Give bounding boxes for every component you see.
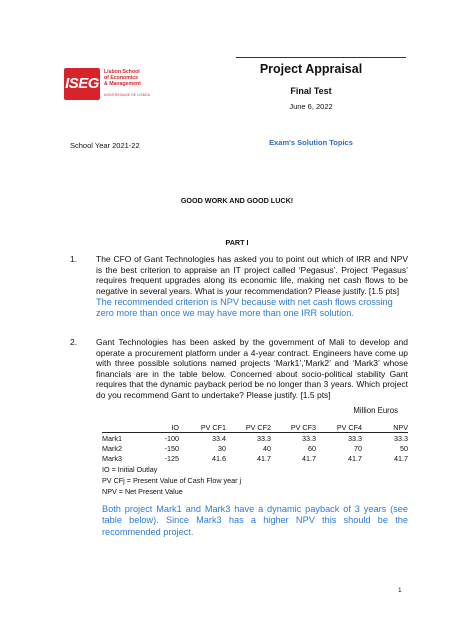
- logo-mark: ISEG: [64, 68, 100, 100]
- table-cell: 70: [354, 443, 362, 453]
- legend-line: NPV = Net Present Value: [102, 486, 183, 496]
- question-2-answer: Both project Mark1 and Mark3 have a dynamic payback of 3 years (see table below). Since Mark3 has a higher NPV this should be the recommended project.: [102, 504, 408, 537]
- logo-name-line: of Economics: [104, 75, 139, 81]
- header-rule: [236, 57, 406, 58]
- school-year: School Year 2021-22: [70, 141, 140, 150]
- table-cell: 41.7: [394, 453, 408, 463]
- table-cell: 41.7: [348, 453, 362, 463]
- table-row: [102, 443, 408, 453]
- table-header-cell: PV CF4: [316, 422, 362, 433]
- table-cell: 33.3: [348, 433, 362, 443]
- logo-name-line: & Management: [104, 81, 141, 87]
- table-header-cell: [102, 422, 144, 433]
- exam-date: June 6, 2022: [289, 102, 333, 111]
- table-cell: -125: [164, 453, 179, 463]
- question-1-number: 1.: [70, 254, 78, 264]
- table-cell: Mark2: [102, 443, 122, 453]
- logo-tagline: UNIVERSIDADE DE LISBOA: [104, 93, 151, 97]
- table-cell: 50: [400, 443, 408, 453]
- iseg-logo: [64, 68, 160, 102]
- good-luck-heading: GOOD WORK AND GOOD LUCK!: [180, 196, 294, 205]
- table-cell: 33.3: [257, 433, 271, 443]
- legend-line: PV CFj = Present Value of Cash Flow year j: [102, 475, 242, 485]
- units-label: Million Euros: [353, 406, 398, 415]
- question-2-text: Gant Technologies has been asked by the government of Mali to develop and operate a procurement platform under a 4-year contract. Engineers have come up with three possible solutions named projects ‘Mark1’,’Mark2’ and ‘Mark3’ whose financials are in the table below. Concerned about socio-political stability Gant requires that the dynamic payback period be no longer than 3 years. Which project do you recommend Gant to undertake? Please justify. [1.5 pts]: [96, 337, 408, 400]
- table-header-cell: PV CF3: [271, 422, 316, 433]
- table-cell: 41.6: [212, 453, 226, 463]
- logo-name-line: Lisbon School: [104, 69, 140, 75]
- part-heading: PART I: [225, 238, 249, 247]
- table-cell: Mark1: [102, 433, 122, 443]
- question-2-number: 2.: [70, 337, 78, 347]
- table-header-row: [102, 422, 408, 433]
- page-number: 1: [398, 587, 402, 594]
- table-cell: Mark3: [102, 453, 122, 463]
- table-cell: -150: [164, 443, 179, 453]
- table-row: [102, 453, 408, 463]
- table-cell: 40: [263, 443, 271, 453]
- table-cell: 33.3: [302, 433, 316, 443]
- table-legend: [102, 465, 352, 497]
- table-cell: 41.7: [302, 453, 316, 463]
- logo-name: [104, 69, 164, 87]
- table-header-cell: PV CF2: [226, 422, 271, 433]
- document-title: Project Appraisal: [259, 62, 363, 76]
- document-subtitle: Final Test: [290, 86, 332, 96]
- legend-line: IO = Initial Outlay: [102, 465, 158, 474]
- table-header-cell: NPV: [362, 422, 408, 433]
- table-cell: 60: [308, 443, 316, 453]
- table-header-cell: IO: [144, 422, 179, 433]
- question-1-answer: The recommended criterion is NPV because with net cash flows crossing zero more than once we may have more than one IRR solution.: [96, 297, 393, 319]
- table-row: [102, 433, 408, 444]
- table-cell: 30: [218, 443, 226, 453]
- solution-topics-label: Exam's Solution Topics: [269, 138, 353, 147]
- table-cell: 33.3: [394, 433, 408, 443]
- table-cell: -100: [164, 433, 179, 443]
- table-header-cell: PV CF1: [179, 422, 226, 433]
- question-1-text: The CFO of Gant Technologies has asked you to point out which of IRR and NPV is the best criterion to appraise an IT project called ‘Pegasus’. Project ‘Pegasus’ requires frequent upgrades along its economic life, making net cash flows to be negative in several years. What is your recommendation? Please justify. [1.5 pts]: [96, 254, 408, 296]
- table-cell: 41.7: [257, 453, 271, 463]
- financials-table: [102, 422, 408, 463]
- table-cell: 33.4: [212, 433, 226, 443]
